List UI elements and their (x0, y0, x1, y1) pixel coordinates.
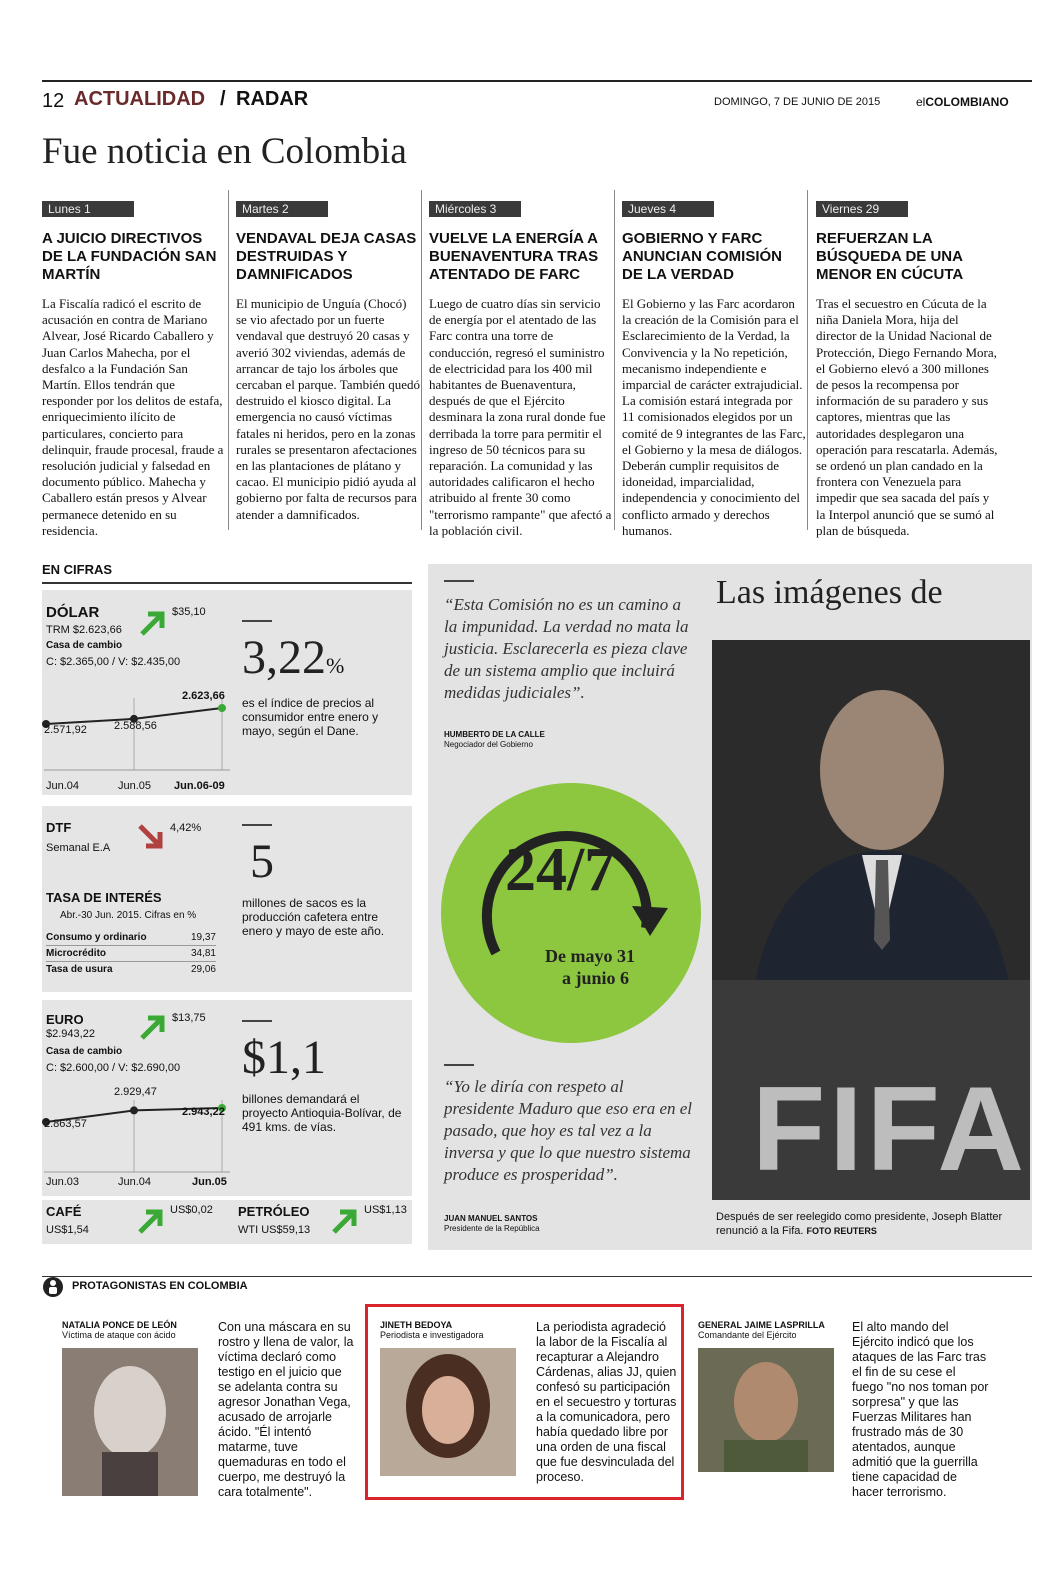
tasa-label: TASA DE INTERÉS (46, 890, 162, 905)
news-column-wednesday (429, 200, 613, 539)
stat-project-value: $1,1 (242, 1031, 326, 1084)
protagonist-name: NATALIA PONCE DE LEÓN (62, 1320, 177, 1330)
euro-point-1: 2.863,57 (44, 1118, 87, 1130)
news-headline: GOBIERNO Y FARC ANUNCIAN COMISIÓN DE LA VERDAD (622, 230, 782, 283)
news-body: El Gobierno y las Farc acordaron la creación de la Comisión para el Esclarecimiento de la Verdad, la Convivencia y la No repetición, mecanismo independiente e imparcial de carácter extrajudicial. La comisión estará integrada por 11 comisionados elegidos por un comité de 9 integrantes de las Farc, el Gobierno y la mesa de diálogos. Deberán cumplir requisitos de idoneidad, imparcialidad, independencia y conocimiento del conflicto armado y derechos humanos. (622, 296, 806, 538)
page-number: 12 (42, 90, 65, 112)
table-row: Consumo y ordinario 19,37 (46, 930, 216, 946)
cifras-rule (42, 582, 412, 584)
protagonist-photo (698, 1348, 834, 1472)
news-column-tuesday (236, 200, 420, 523)
table-row: Tasa de usura 29,06 (46, 964, 216, 975)
dtf-change: 4,42% (170, 822, 202, 834)
news-headline: VUELVE LA ENERGÍA A BUENAVENTURA TRAS ATENTADO DE FARC (429, 230, 599, 283)
column-divider (807, 190, 808, 530)
dtf-sub: Semanal E.A (46, 842, 111, 854)
dolar-cv: C: $2.365,00 / V: $2.435,00 (46, 656, 181, 668)
header-rule (42, 80, 1032, 82)
dolar-casa: Casa de cambio (46, 640, 123, 651)
cafe-label: CAFÉ (46, 1204, 82, 1219)
tasa-table (46, 930, 216, 977)
dolar-point-3: 2.623,66 (182, 690, 225, 702)
protagonist-name: GENERAL JAIME LASPRILLA (698, 1320, 825, 1330)
euro-trm: $2.943,22 (46, 1028, 95, 1040)
euro-change: $13,75 (172, 1012, 206, 1024)
stat-cafe-desc: millones de sacos es la producción cafetera entre enero y mayo de este año. (242, 896, 385, 938)
euro-date-1: Jun.03 (46, 1176, 80, 1188)
section-name: ACTUALIDAD (74, 88, 206, 110)
table-row: Microcrédito 34,81 (46, 946, 216, 962)
news-headline: A JUICIO DIRECTIVOS DE LA FUNDACIÓN SAN MARTÍN (42, 230, 217, 283)
down-arrow-icon (136, 822, 166, 857)
protagonist-name: JINETH BEDOYA (380, 1320, 453, 1330)
dolar-point-1: 2.571,92 (44, 724, 87, 736)
euro-point-3: 2.943,22 (182, 1106, 225, 1118)
quote2-role: Presidente de la República (444, 1224, 540, 1233)
tasa-sub: Abr.-30 Jun. 2015. Cifras en % (60, 910, 197, 921)
protagonist-bedoya (380, 1320, 530, 1476)
petroleo-value: WTI US$59,13 (238, 1224, 311, 1236)
images-heading: Las imágenes de (716, 574, 943, 611)
quote1-author: HUMBERTO DE LA CALLE (444, 730, 545, 739)
euro-cv: C: $2.600,00 / V: $2.690,00 (46, 1062, 181, 1074)
circle-line1: De mayo 31 (545, 946, 635, 966)
blatter-photo (712, 640, 1030, 1200)
protagonistas-rule (42, 1276, 1032, 1277)
quote2-author: JUAN MANUEL SANTOS (444, 1214, 538, 1223)
stat-project-desc: billones demandará el proyecto Antioquia-Bolívar, de 491 kms. de vías. (242, 1092, 402, 1134)
stat-ipc (242, 630, 344, 685)
euro-date-3: Jun.05 (192, 1176, 227, 1188)
page-title: Fue noticia en Colombia (42, 131, 407, 172)
news-headline: REFUERZAN LA BÚSQUEDA DE UNA MENOR EN CÚCUTA (816, 230, 964, 283)
protagonist-text: Con una máscara en su rostro y llena de valor, la víctima declaró como testigo en el juicio que se adelanta contra su agresor Jonathan Vega, acusado de arrojarle ácido. "Él intentó matarme, tuve quemaduras en todo el cuerpo, me destruyó la cara totalmente". (218, 1320, 354, 1499)
quote-santos: “Yo le diría con respeto al presidente Maduro que eso era en el pasado, que hoy es tal vez a la inversa y que lo que nuestro sistema produce es prosperidad”. (444, 1077, 693, 1184)
news-headline: VENDAVAL DEJA CASAS DESTRUIDAS Y DAMNIFICADOS (236, 230, 417, 283)
protagonist-photo (380, 1348, 516, 1476)
news-column-friday (816, 200, 1000, 539)
section-separator: / (220, 88, 226, 110)
dolar-date-2: Jun.05 (118, 780, 152, 792)
petroleo-label: PETRÓLEO (238, 1204, 310, 1219)
dolar-point-2: 2.588,56 (114, 720, 157, 732)
commodities-panel (42, 1200, 412, 1244)
newspaper-logo: elCOLOMBIANO (916, 95, 1009, 109)
news-body: El municipio de Unguía (Chocó) se vio afectado por un fuerte vendaval que destruyó 20 casas y averió 302 viviendas, además de arrancar de tajo los árboles que cercaban el parque. También quedó destruido el kiosco digital. La emergencia no causó víctimas fatales ni heridos, pero en la zonas rurales se presentaron afectaciones en las plantaciones de plátano y cacao. El municipio pidió ayuda al gobierno por falta de recursos para atender a damnificados. (236, 296, 421, 522)
stat-ipc-desc: es el índice de precios al consumidor entre enero y mayo, según el Dane. (242, 696, 379, 738)
fifa-sign: FIFA (752, 1062, 1028, 1196)
dolar-label: DÓLAR (46, 604, 100, 621)
dolar-panel (42, 590, 412, 795)
week-circle (436, 778, 706, 1053)
euro-date-2: Jun.04 (118, 1176, 152, 1188)
day-tag: Jueves 4 (622, 201, 714, 217)
chart-point (218, 704, 226, 712)
euro-panel (42, 1000, 412, 1196)
protagonist-role: Periodista e investigadora (380, 1330, 484, 1340)
stat-cafe-value: 5 (250, 835, 274, 888)
day-tag: Miércoles 3 (429, 201, 521, 217)
column-divider (614, 190, 615, 530)
cafe-change: US$0,02 (170, 1204, 213, 1216)
day-tag: Viernes 29 (816, 201, 908, 217)
photo-caption: Después de ser reelegido como presidente, Joseph Blatter renunció a la Fifa. FOTO REUTERS (716, 1211, 1003, 1237)
stat-ipc-value: 3,22 (242, 631, 326, 684)
protagonist-text: La periodista agradeció la labor de la Fiscalía al recapturar a Alejandro Cárdenas, alias JJ, quien confesó su participación en el secuestro y torturas a la comunicadora, pero había quedado libre por una orden de una fiscal que fue desvinculada del proceso. (536, 1320, 677, 1484)
news-column-thursday (622, 200, 806, 539)
up-arrow-icon (330, 1206, 360, 1241)
protagonist-role: Víctima de ataque con ácido (62, 1330, 176, 1340)
dolar-trm: TRM $2.623,66 (46, 624, 122, 636)
protagonistas-title: PROTAGONISTAS EN COLOMBIA (72, 1280, 248, 1292)
euro-chart (42, 1000, 232, 1196)
petroleo-change: US$1,13 (364, 1204, 407, 1216)
news-body: Luego de cuatro días sin servicio de energía por el atentado de las Farc contra una torre de conducción, regresó el suministro de electricidad para los 400 mil habitantes de Buenaventura, después de que el Ejército desminara la zona rural donde fue derribada la torre para permitir el ingreso de 50 técnicos para su reparación. La comunidad y las autoridades calificaron el hecho atribuido al frente 30 como "terrorismo rampante" que afectó a la población civil. (429, 296, 612, 538)
protagonist-role: Comandante del Ejército (698, 1330, 797, 1340)
quote1-role: Negociador del Gobierno (444, 740, 533, 749)
dtf-panel (42, 806, 412, 992)
dateline: DOMINGO, 7 DE JUNIO DE 2015 (714, 96, 881, 108)
quote-de-la-calle: “Esta Comisión no es un camino a la impunidad. La verdad no mata la justicia. Esclarecerla es pieza clave de un sistema amplio que incluirá medidas judiciales”. (444, 595, 689, 702)
protagonist-text: El alto mando del Ejército indicó que los ataques de las Farc tras el fin de su cese el fuego "no nos toman por sorpresa" y que las Fuerzas Militares han frustrado más de 30 atentados, aunque admitió que la guerrilla tiene capacidad de hacer terrorismo. (852, 1320, 989, 1499)
cifras-title: EN CIFRAS (42, 562, 113, 577)
chart-point (130, 1106, 138, 1114)
day-tag: Martes 2 (236, 201, 328, 217)
euro-casa: Casa de cambio (46, 1046, 123, 1057)
day-tag: Lunes 1 (42, 201, 134, 217)
dolar-date-1: Jun.04 (46, 780, 80, 792)
protagonist-ponce (62, 1320, 212, 1496)
subsection-name: RADAR (236, 88, 309, 110)
news-body: La Fiscalía radicó el escrito de acusación en contra de Mariano Alvear, José Ricardo Caballero y Juan Carlos Mahecha, por el desfalco a la Fundación San Martín. Ellos tendrán que responder por los delitos de estafa, enriquecimiento ilícito de particulares, concierto para delinquir, fraude procesal, fraude a resolución judicial y falsedad en documento público. Mahecha y Caballero están presos y Alvear permanece detenido en su residencia. (42, 296, 224, 538)
dtf-label: DTF (46, 820, 72, 835)
column-divider (421, 190, 422, 530)
dolar-date-3: Jun.06-09 (174, 780, 225, 792)
cafe-value: US$1,54 (46, 1224, 89, 1236)
protagonist-photo (62, 1348, 198, 1496)
dolar-change: $35,10 (172, 606, 206, 618)
euro-point-2: 2.929,47 (114, 1086, 157, 1098)
circle-big-text: 24/7 (505, 836, 616, 904)
euro-label: EURO (46, 1012, 84, 1027)
stat-ipc-unit: % (326, 653, 345, 678)
up-arrow-icon (136, 1206, 166, 1241)
person-icon (42, 1276, 64, 1303)
circle-line2: a junio 6 (562, 968, 630, 988)
protagonist-lasprilla (698, 1320, 848, 1472)
news-column-monday (42, 200, 226, 539)
column-divider (228, 190, 229, 530)
news-body: Tras el secuestro en Cúcuta de la niña Daniela Mora, hija del director de la Unidad Nacional de Protección, Diego Fernando Mora, el Gobierno elevó a 300 millones de pesos la recompensa por información de su paradero y sus captores, mientras que las autoridades desplegaron una operación para rescatarla. Además, se ordenó un plan candado en la frontera con Venezuela para impedir que sea sacada del país y la Interpol anunció que se sumó al plan de búsqueda. (816, 296, 998, 538)
